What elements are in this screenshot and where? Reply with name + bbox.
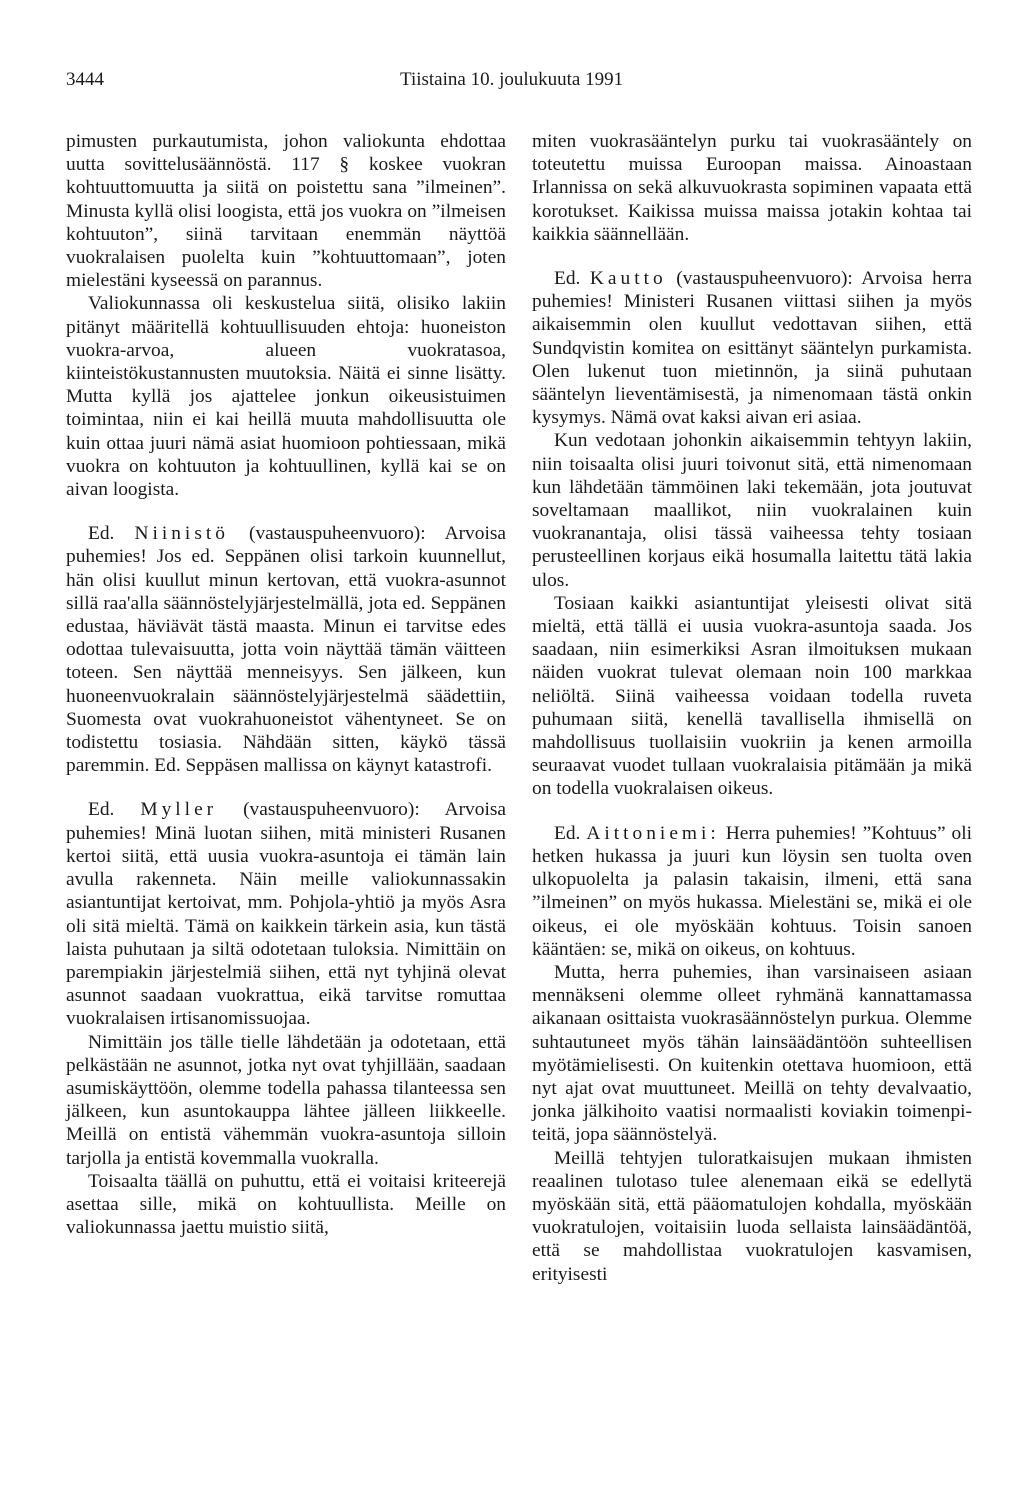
paragraph: pimusten purkautumista, johon valiokunta ehdottaa uutta sovittelusäännöstä. 117 § koskee vuokran kohtuuttomuutta ja siitä on poistettu sana ”ilmeinen”. Minusta kyllä olisi loogista, että jos vuokra on ”ilmeisen kohtuuton”, siinä tarvitaan enemmän näyttöä vuokralaisen puolelta kuin ”kohtuuttomaan”, joten mielestäni kyseessä on parannus. — [66, 131, 506, 292]
speaker-prefix: Ed. — [554, 268, 590, 290]
paragraph: Nimittäin jos tälle tielle lähdetään ja odotetaan, että pelkästään ne asunnot, jotka nyt ovat tyhjillään, saadaan asumiskäyttöön, olemme todella pahassa tilanteessa sen jälkeen, kun asuntokauppa lähtee jälleen liikkeelle. Meillä on entistä vähemmän vuokra-asuntoja silloin tarjolla ja entistä kovemmalla vuokralla. — [66, 1031, 506, 1169]
speaker-name: Niinistö — [134, 523, 229, 545]
paragraph: miten vuokrasääntelyn purku tai vuokrasääntely on toteutettu muissa Euroopan maissa. Ainoastaan Irlannissa on sekä alkuvuokrasta sopiminen vapaata että korotukset. Kaikissa muissa maissa jotakin kohtaa tai kaikkia säännellään. — [532, 131, 972, 245]
speaker-name: Myller — [140, 799, 218, 821]
speech-aittoniemi — [532, 822, 972, 961]
speaker-prefix: Ed. — [88, 523, 135, 545]
speech-text: (vastauspuheenvuoro): Arvoisa herra puhemies! Ministeri Rusanen viittasi siihen ja myös aikaisemmin olen kuullut vedottavan siihen, että Sundqvistin komitea on esittänyt sääntelyn purkamista. Olen lukenut tuon mietinnön, ja siinä puhutaan sääntelyn lieventämisestä, ja nimenomaan tästä onkin kysymys. Nämä ovat kaksi aivan eri asiaa. — [532, 268, 972, 429]
speech-myller — [66, 798, 506, 1030]
paragraph: Kun vedotaan johonkin aikaisemmin tehtyyn lakiin, niin toisaalta olisi juuri toivonut sitä, että nimenomaan kun lähdetään tämmöinen laki tekemään, jota joutuvat soveltamaan maallikot, niin vuokralainen kuin vuokranantaja, olisi tässä vaiheessa tehty tosiaan perusteellinen korjaus eikä hosumalla laitettu tätä lakia ulos. — [532, 430, 972, 591]
speech-text: (vastauspuheenvuoro): Arvoisa puhemies! Jos ed. Seppänen olisi tarkoin kuunnellut, hän olisi kuullut minun kertovan, että vuokra-asunnot sillä raa'alla säännöstelyjärjestelmällä, jota ed. Seppänen edustaa, häviävät tästä maasta. Minun ei tarvitse edes odottaa tulevaisuutta, jotta voin näyttää tämän väitteen toteen. Sen näyttää menneisyys. Sen jälkeen, kun huoneenvuokralain säännöstelyjärjestelmä säädettiin, Suomesta ovat vuokrahuoneistot vähentyneet. Se on todistettu tosiasia. Nähdään sitten, käykö tässä paremmin. Ed. Seppäsen mallissa on käynyt katastrofi. — [66, 523, 506, 777]
paragraph: Meillä tehtyjen tuloratkaisujen mukaan ihmisten reaalinen tulotaso tulee alenemaan eikä se edellytä myöskään sitä, että pääomatulojen kohdalla, myöskään vuokratulojen, voitaisiin luoda sellaista lainsäädäntöä, että se mahdollistaa vuokratulojen kasvamisen, erityisesti — [532, 1147, 972, 1285]
left-column — [66, 130, 506, 1239]
right-column — [532, 130, 972, 1286]
running-head: Tiistaina 10. joulukuuta 1991 — [400, 69, 624, 90]
speech-kautto — [532, 267, 972, 429]
paragraph: Tosiaan kaikki asiantuntijat yleisesti olivat sitä mieltä, että tällä ei uusia vuokra-asuntoja saada. Jos saadaan, niin esimerkiksi Asran ilmoituksen mukaan näiden vuokrat tulevat olemaan noin 100 markkaa neliöltä. Siinä vaiheessa voidaan todella ruveta puhumaan siitä, kenellä tavallisella ihmisellä on mahdollisuus tuollaisiin vuokriin ja kenen armoilla seuraavat vuodet tullaan vuokralaisia pitämään ja mikä on todella vuokralaisen oikeus. — [532, 592, 972, 800]
speaker-name: Kautto — [589, 268, 667, 290]
speech-text: Herra puhemies! ”Kohtuus” oli hetken hukassa ja juuri kun löysin sen tuolta oven ulkopuolelta ja palasin takaisin, ilmeni, että sana ”ilmeinen” on myös hukassa. Mielestäni se, mikä ei ole oikeus, ei ole myöskään kohtuus. Toisin sanoen kääntäen: se, mikä on oikeus, on kohtuus. — [532, 822, 972, 960]
speaker-prefix: Ed. — [88, 799, 141, 821]
speech-text: (vastauspuheenvuoro): Arvoisa puhemies! Minä luotan siihen, mitä ministeri Rusanen kertoi siitä, että uusia vuokra-asuntoja ei tämän lain avulla rakenneta. Näin meille valiokunnassakin asiantuntijat kertoivat, mm. Pohjola-yhtiö ja myös Asra oli sitä mieltä. Tämä on kaikkein tärkein asia, kun tästä laista puhutaan ja siltä odotetaan tuloksia. Nimittäin on parempiakin järjestelmiä siihen, että nyt tyhjinä olevat asunnot saadaan vuokrattua, eikä tarvitse romuttaa vuokralaisen irtisanomissuojaa. — [66, 799, 506, 1030]
speech-niinisto — [66, 522, 506, 777]
paragraph: Valiokunnassa oli keskustelua siitä, olisiko lakiin pitänyt määritellä kohtuullisuuden ehtoja: huoneiston vuokra-arvoa, alueen vuokratasoa, kiinteistökustannusten muutoksia. Näitä ei sinne lisätty. Mutta kyllä jos ajattelee jonkun oikeusistuimen toimintaa, niin ei kai heillä muuta mahdollisuutta ole kuin ottaa juuri nämä asiat huomioon pohtiessaan, mikä vuokra on kohtuuton ja kohtuullinen, kyllä kai se on aivan loogista. — [66, 293, 506, 501]
speaker-name: Aittoniemi: — [586, 822, 720, 844]
paragraph: Toisaalta täällä on puhuttu, että ei voitaisi kriteerejä asettaa sille, mikä on kohtuullista. Meille on valiokunnassa jaettu muistio siitä, — [66, 1170, 506, 1239]
paragraph: Mutta, herra puhemies, ihan varsinaiseen asiaan mennäkseni olemme olleet ryhmänä kannattamassa aikanaan osittaista vuokrasäännöstelyn purkua. Olemme suhtautuneet myös tähän lainsäädäntöön suhteellisen myötämielisesti. On kuitenkin otettava huomioon, että nyt ajat ovat muuttuneet. Meillä on tehty devalvaatio, jonka jälkihoito vaatisi normaalisti koviakin toimenpiteitä, jopa säännöstelyä. — [532, 961, 972, 1146]
speaker-prefix: Ed. — [554, 822, 587, 844]
page-number: 3444 — [66, 69, 104, 90]
